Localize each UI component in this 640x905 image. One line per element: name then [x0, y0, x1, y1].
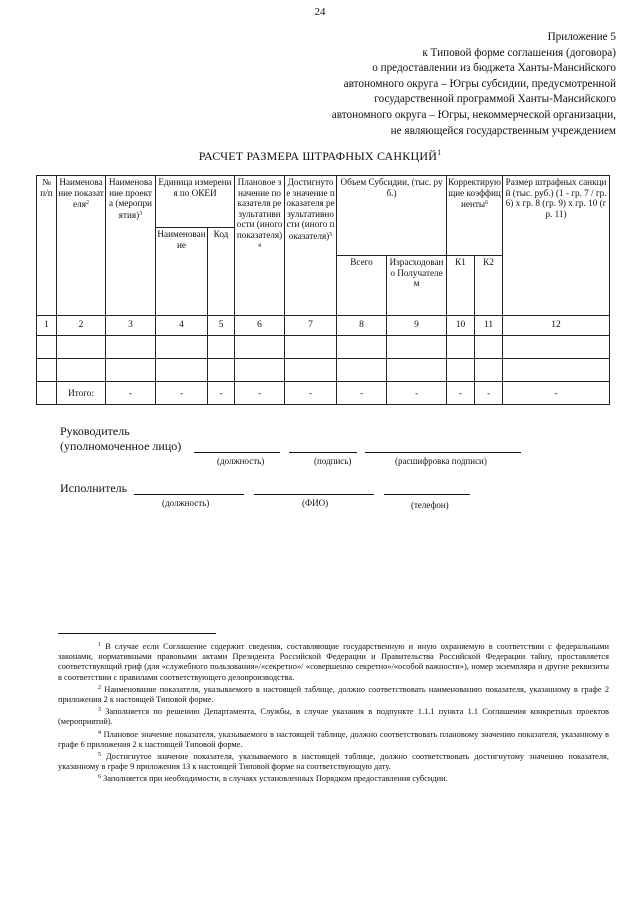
head-position-line[interactable]: [194, 452, 280, 453]
col-number: 1: [37, 316, 57, 336]
head-name-line[interactable]: [365, 452, 521, 453]
annex-line: государственной программой Ханты-Мансийского: [374, 93, 616, 106]
total-cell: -: [337, 382, 387, 405]
header-k2: К2: [475, 256, 503, 316]
header-subsidy: Объем Субсидии, (тыс. руб.): [337, 176, 447, 256]
header-planned: Плановое значение показателя результативности (иного показателя)$^4$: [235, 176, 285, 316]
col-number: 9: [387, 316, 447, 336]
header-unit: Единица измерения по ОКЕИ: [156, 176, 235, 228]
col-number: 2: [57, 316, 106, 336]
executor-name-line[interactable]: [254, 494, 374, 495]
table-row: [37, 359, 610, 382]
footnote-ref: 1: [437, 148, 442, 157]
caption-fio: (ФИО): [302, 498, 329, 508]
col-number: 6: [235, 316, 285, 336]
table-row: [37, 336, 610, 359]
col-number: 12: [503, 316, 610, 336]
header-project: Наименование проекта (мероприятия)$^3$: [106, 176, 156, 316]
header-k1: К1: [447, 256, 475, 316]
column-numbers-row: [37, 316, 610, 336]
page-number: 24: [314, 6, 326, 18]
header-achieved: Достигнутое значение показателя результативности (иного показателя)$^5$: [285, 176, 337, 316]
total-cell: -: [503, 382, 610, 405]
footnote: $^6$ Заполняется при необходимости, в случаях установленных Порядком предоставления субсидии.: [98, 774, 448, 784]
header-penalty: Размер штрафных санкций (тыс. руб.) (1 - гр. 7 / гр. 6) х гр. 8 (гр. 9) х гр. 10 (гр. 11): [503, 176, 610, 316]
caption-name: (расшифровка подписи): [395, 456, 487, 466]
footnote-separator: [58, 633, 216, 634]
col-number: 3: [106, 316, 156, 336]
col-number: 5: [208, 316, 235, 336]
header-unit-code: Код: [208, 228, 235, 316]
total-cell: -: [475, 382, 503, 405]
footnote: $^4$ Плановое значение показателя, указываемого в настоящей таблице, должно соответствовать плановому значению показателя, указанному в графе 6 приложения 2 к настоящей Типовой форме.: [58, 729, 609, 749]
total-cell: -: [447, 382, 475, 405]
footnote: $^5$ Достигнутое значение показателя, указываемого в настоящей таблице, должно соответствовать достигнутому значению показателя, указанному в графе 9 приложения 13 к настоящей Типовой форме на соответствующую дату.: [58, 752, 609, 772]
caption-position: (должность): [162, 498, 210, 508]
annex-line: не являющейся государственным учреждением: [390, 124, 616, 137]
total-cell: -: [106, 382, 156, 405]
header-subsidy-spent: Израсходовано Получателем: [387, 256, 447, 316]
header-num: № п/п: [37, 176, 57, 316]
caption-position: (должность): [217, 456, 265, 466]
penalty-calculation-table: [36, 175, 610, 405]
annex-line: о предоставлении из бюджета Ханты-Мансийского: [372, 62, 616, 75]
header-unit-name: Наименование: [156, 228, 208, 316]
total-label: Итого:: [57, 382, 106, 405]
footnote: $^2$ Наименование показателя, указываемого в настоящей таблице, должно соответствовать наименованию показателя, указанному в графе 2 приложения 2 к настоящей Типовой форме.: [58, 684, 610, 705]
total-cell: -: [208, 382, 235, 405]
executor-label: Исполнитель: [60, 481, 128, 495]
annex-line: автономного округа – Югры субсидии, предусмотренной: [343, 77, 616, 90]
head-label: Руководитель: [60, 424, 130, 438]
total-row: [37, 382, 610, 405]
total-cell: -: [285, 382, 337, 405]
caption-signature: (подпись): [314, 456, 352, 466]
total-cell: -: [387, 382, 447, 405]
footnotes: [58, 640, 609, 785]
head-signature-line[interactable]: [289, 452, 357, 453]
total-cell: -: [156, 382, 208, 405]
executor-position-line[interactable]: [134, 494, 244, 495]
annex-header: [196, 30, 616, 139]
footnote: $^1$ В случае если Соглашение содержит сведения, составляющие государственную и иную охраняемую в соответствии с федеральными законами, нормативными правовыми актами Президента Российской Федерации и Правительства Российской Федерации тайну, проставляется соответствующий гриф (для «служебного пользования»/«секретно»/ «совершенно секретно»/«особой важности»), номер экземпляра и другие реквизиты в соответствии с правилами соответствующего делопроизводства.: [58, 642, 609, 682]
annex-line: автономного округа – Югры, некоммерческой организации,: [331, 108, 616, 121]
header-subsidy-total: Всего: [337, 256, 387, 316]
total-cell: -: [235, 382, 285, 405]
executor-phone-line[interactable]: [384, 494, 470, 495]
document-title-text: РАСЧЕТ РАЗМЕРА ШТРАФНЫХ САНКЦИЙ: [198, 149, 438, 163]
footnote: $^3$ Заполняется по решению Департамента, Службы, в случае указания в подпункте 1.1.1 пункта 1.1 Соглашения конкретных проектов (мероприятий).: [58, 707, 609, 727]
col-number: 11: [475, 316, 503, 336]
col-number: 10: [447, 316, 475, 336]
caption-phone: (телефон): [411, 500, 449, 510]
head-label-sub: (уполномоченное лицо): [60, 439, 182, 453]
col-number: 4: [156, 316, 208, 336]
document-title: [0, 148, 640, 164]
col-number: 8: [337, 316, 387, 336]
header-coef: Корректирующие коэффициенты$^6$: [447, 176, 503, 256]
annex-line: Приложение 5: [547, 31, 616, 43]
header-indicator: Наименование показателя$^2$: [57, 176, 106, 316]
annex-line: к Типовой форме соглашения (договора): [422, 46, 616, 59]
col-number: 7: [285, 316, 337, 336]
